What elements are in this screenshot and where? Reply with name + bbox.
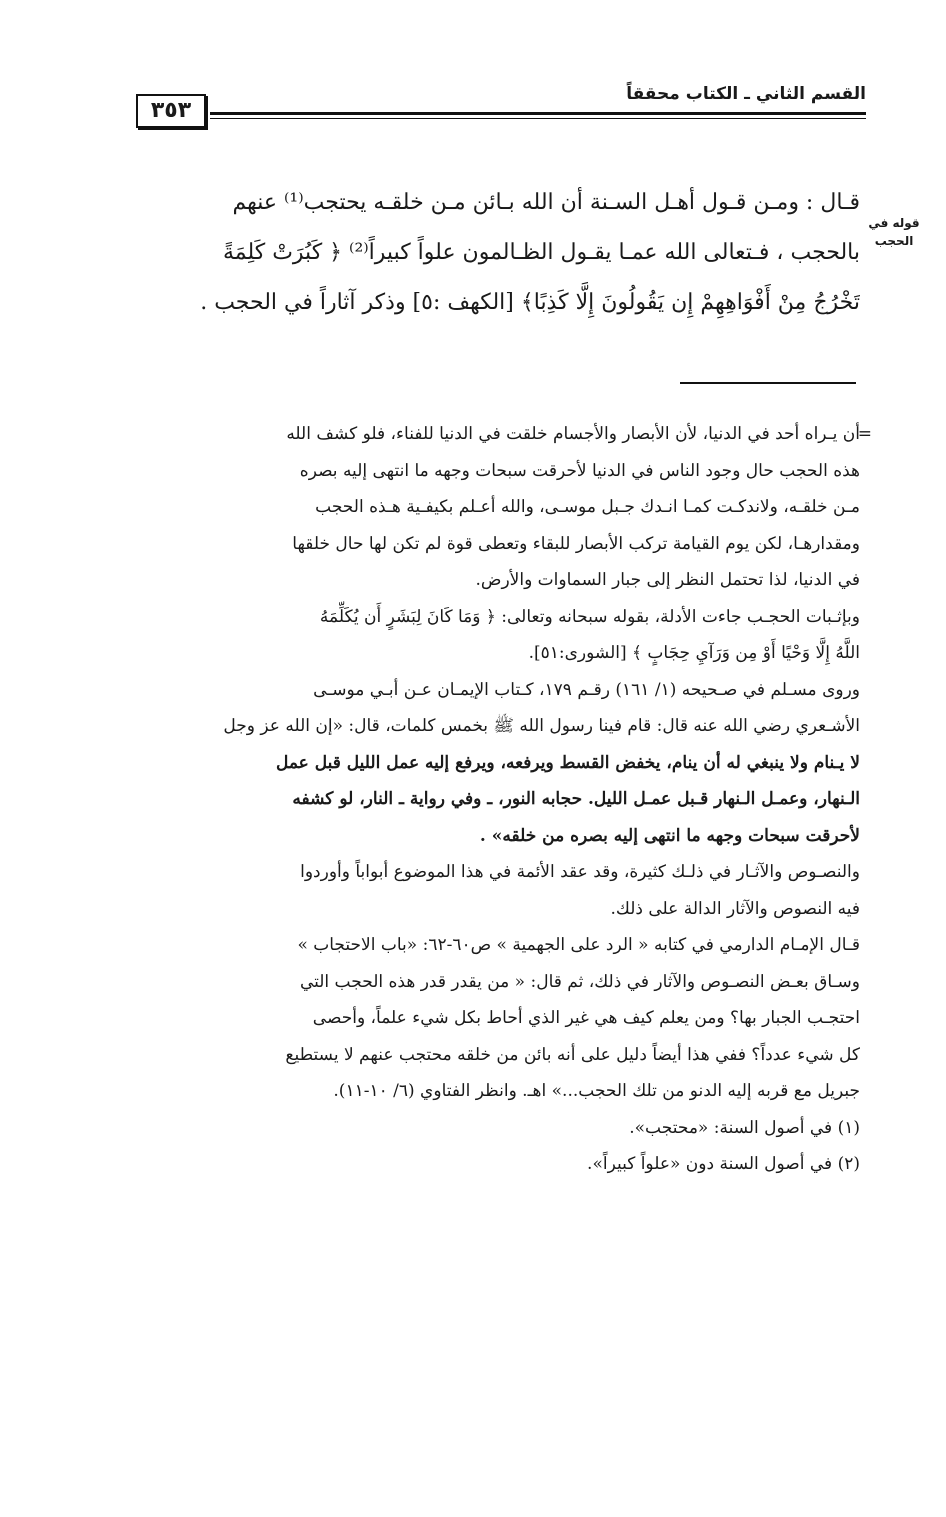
commentary-line: ومقدارهـا، لكن يوم القيامة تركب الأبصار للبقاء وتعطى قوة لم تكن لها حال خلقها [292, 533, 860, 554]
margin-note-line: الحجب [874, 234, 914, 248]
commentary-line: في الدنيا، لذا تحتمل النظر إلى جبار السماوات والأرض. [475, 570, 860, 590]
header-rule-thin [210, 118, 866, 119]
margin-note-line: قوله في [868, 216, 920, 230]
commentary-line: والنصـوص والآثـار في ذلـك كثيرة، وقد عقد الأئمة في هذا الموضوع أبواباً وأوردوا [300, 862, 860, 882]
commentary-line: فيه النصوص والآثار الدالة على ذلك. [610, 898, 860, 919]
page-number: ٣٥٣ [136, 94, 206, 128]
running-title: القسم الثاني ـ الكتاب محققاً [626, 84, 866, 104]
hadith-text-line: لأحرقت سبحات وجهه ما انتهى إليه بصره من خلقه» . [479, 825, 860, 846]
commentary-line: كل شيء عدداً؟ ففي هذا أيضاً دليل على أنه بائن من خلقه محتجب عنهم لا يستطيع [285, 1044, 860, 1065]
hadith-text-line: الـنهار، وعمـل الـنهار قـبل عمـل الليل. حجابه النور، ـ وفي رواية ـ النار، لو كشفه [292, 789, 860, 809]
margin-note [864, 214, 924, 250]
main-text-line: بالحجب ، فـتعالى الله عمـا يقـول الظـالمون علواً كبيراً⁽²⁾ ﴿ كَبُرَتْ كَلِمَةً [222, 240, 860, 265]
commentary-line: وروى مسـلم في صـحيحه (١/ ١٦١) رقـم ١٧٩، كـتاب الإيمـان عـن أبـي موسـى [313, 679, 860, 700]
header-rule [210, 112, 866, 115]
footnote-1: (١) في أصول السنة: «محتجب». [629, 1117, 860, 1138]
main-text-line: تَخْرُجُ مِنْ أَفْوَاهِهِمْ إِن يَقُولُونَ إِلَّا كَذِبًا﴾ [الكهف :٥] وذكر آثاراً في الحجب . [200, 290, 860, 315]
hadith-text-line: لا يـنام ولا ينبغي له أن ينام، يخفض القسط ويرفعه، ويرفع إليه عمل الليل قبل عمل [275, 752, 860, 773]
main-text [132, 178, 860, 328]
commentary-line: احتجـب الجبار بها؟ ومن يعلم كيف هي غير الذي أحاط بكل شيء علماً، وأحصى [312, 1008, 860, 1028]
commentary-line: جبريل مع قربه إليه الدنو من تلك الحجب...» اهـ. وانظر الفتاوي (٦/ ١٠-١١). [333, 1081, 860, 1101]
commentary-line: وسـاق بعـض النصـوص والآثار في ذلك، ثم قال: « من يقدر قدر هذه الحجب التي [299, 971, 860, 992]
commentary-line: هذه الحجب حال وجود الناس في الدنيا لأحرقت سبحات وجهه ما انتهى إليه بصره [299, 460, 860, 481]
continuation-mark: = [857, 424, 872, 444]
commentary-line: الأشـعري رضي الله عنه قال: قام فينا رسول الله ﷺ بخمس كلمات، قال: «إن الله عز وجل [223, 716, 860, 736]
commentary-line: قـال الإمـام الدارمي في كتابه « الرد على الجهمية » ص٦٠-٦٢: «باب الاحتجاب » [297, 935, 860, 955]
commentary-line: وبإثـبات الحجـب جاءت الأدلة، بقوله سبحانه وتعالى: ﴿ وَمَا كَانَ لِبَشَرٍ أَن يُكَلِّمَهُ [319, 606, 860, 627]
footnote-separator [680, 382, 856, 384]
main-text-line: قـال : ومـن قـول أهـل السـنة أن الله بـائن مـن خلقـه يحتجب⁽¹⁾ عنهم [232, 190, 860, 215]
commentary-line: أن يـراه أحد في الدنيا، لأن الأبصار والأجسام خلقت في الدنيا للفناء، فلو كشف الله [286, 424, 860, 444]
page-header [136, 84, 866, 134]
footnote-commentary [140, 416, 860, 1183]
commentary-line: مـن خلقـه، ولاندكـت كمـا انـدك جـبل موسـى، والله أعـلم بكيفـية هـذه الحجب [315, 497, 860, 517]
footnote-2: (٢) في أصول السنة دون «علواً كبيراً». [587, 1154, 860, 1174]
commentary-line: اللَّهُ إِلَّا وَحْيًا أَوْ مِن وَرَآيِ حِجَابٍ ﴾ [الشورى:٥١]. [528, 643, 860, 663]
